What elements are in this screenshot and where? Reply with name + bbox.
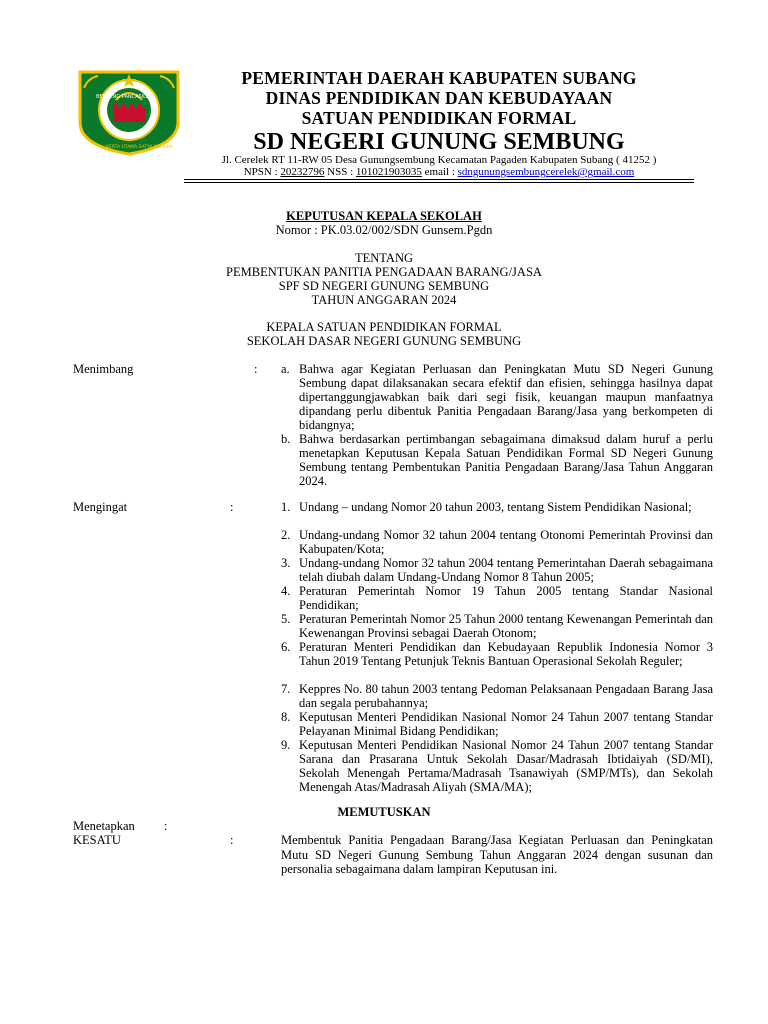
item-text: Peraturan Pemerintah Nomor 25 Tahun 2000 tentang Kewenangan Pemerintah dan Kewenangan Provinsi sebagai Daerah Otonom; bbox=[299, 612, 713, 640]
item-marker: 1. bbox=[281, 500, 291, 514]
mengingat-item-6 bbox=[281, 640, 713, 668]
mengingat-item-2 bbox=[281, 528, 713, 556]
tentang-heading: TENTANG bbox=[354, 251, 413, 265]
authority-line-1: KEPALA SATUAN PENDIDIKAN FORMAL bbox=[266, 320, 502, 334]
mengingat-item-1 bbox=[281, 500, 713, 514]
subject-line-3: TAHUN ANGGARAN 2024 bbox=[311, 293, 457, 307]
item-marker: 2. bbox=[281, 528, 291, 542]
decree-number: Nomor : PK.03.02/002/SDN Gunsem.Pgdn bbox=[275, 223, 493, 237]
letterhead-address-block bbox=[186, 154, 692, 178]
item-marker: 6. bbox=[281, 640, 291, 654]
kesatu-label: KESATU bbox=[73, 833, 121, 847]
menetapkan-colon: : bbox=[164, 819, 168, 833]
nss-label: NSS : bbox=[324, 166, 356, 178]
item-text: Keputusan Menteri Pendidikan Nasional Nomor 24 Tahun 2007 tentang Standar Sarana dan Prasarana Untuk Sekolah Dasar/Madrasah Ibtidaiyah (SD/MI), Sekolah Menengah Pertama/Madrasah Tsanawiyah (SMP/MTs), dan Sekolah Menengah Atas/Madrasah Aliyah (SMA/MA); bbox=[299, 738, 713, 794]
address-line: Jl. Cerelek RT 11-RW 05 Desa Gunungsembung Kecamatan Pagaden Kabupaten Subang ( 41252 ) bbox=[221, 154, 657, 166]
contact-line bbox=[186, 166, 692, 178]
letterhead-divider-thick bbox=[184, 179, 694, 180]
decree-title: KEPUTUSAN KEPALA SEKOLAH bbox=[286, 209, 482, 223]
letterhead-line-3: SATUAN PENDIDIKAN FORMAL bbox=[301, 108, 577, 128]
kesatu-colon: : bbox=[230, 833, 234, 847]
subject-line-1: PEMBENTUKAN PANITIA PENGADAAN BARANG/JASA bbox=[226, 265, 542, 279]
item-text: Peraturan Menteri Pendidikan dan Kebudayaan Republik Indonesia Nomor 3 Tahun 2019 Tentang Petunjuk Teknis Bantuan Operasional Sekolah Reguler; bbox=[299, 640, 713, 668]
email-link[interactable]: sdngunungsembungcerelek@gmail.com bbox=[457, 166, 635, 178]
menimbang-label: Menimbang bbox=[73, 362, 134, 376]
npsn-value: 20232796 bbox=[280, 166, 325, 178]
menimbang-colon: : bbox=[254, 362, 258, 376]
school-emblem-logo bbox=[76, 68, 182, 156]
item-text: Undang – undang Nomor 20 tahun 2003, tentang Sistem Pendidikan Nasional; bbox=[299, 500, 692, 514]
item-marker: b. bbox=[281, 432, 291, 446]
email-label: email : bbox=[421, 166, 458, 178]
authority-line-2: SEKOLAH DASAR NEGERI GUNUNG SEMBUNG bbox=[246, 334, 522, 348]
item-text: Bahwa agar Kegiatan Perluasan dan Peningkatan Mutu SD Negeri Gunung Sembung dapat dilaksanakan secara efektif dan efisien, sehingga hasilnya dapat dipertanggungjawabkan baik dari segi fisik, keuangan maupun manfaatnya dipandang perlu dibentuk Panitia Pengadaan Barang/Jasa yang berkompeten di bidangnya; bbox=[299, 362, 713, 432]
npsn-label: NPSN : bbox=[243, 166, 281, 178]
letterhead-line-1: PEMERINTAH DAERAH KABUPATEN SUBANG bbox=[241, 68, 637, 88]
mengingat-colon: : bbox=[230, 500, 234, 514]
emblem-motto-text: KERTA UTAMA SATYA NEGARA bbox=[106, 145, 173, 150]
subject-line-2: SPF SD NEGERI GUNUNG SEMBUNG bbox=[278, 279, 490, 293]
letterhead bbox=[186, 68, 692, 156]
letterhead-divider-thin bbox=[184, 182, 694, 183]
item-text: Bahwa berdasarkan pertimbangan sebagaimana dimaksud dalam huruf a perlu menetapkan Keputusan Kepala Satuan Pendidikan Formal SD Negeri Gunung Sembung tentang Pembentukan Panitia Pengadaan Barang/Jasa Tahun Anggaran 2024. bbox=[299, 432, 713, 488]
item-text: Undang-undang Nomor 32 tahun 2004 tentang Pemerintahan Daerah sebagaimana telah diubah dalam Undang-Undang Nomor 8 Tahun 2005; bbox=[299, 556, 713, 584]
letterhead-line-2: DINAS PENDIDIKAN DAN KEBUDAYAAN bbox=[265, 88, 613, 108]
item-marker: 8. bbox=[281, 710, 291, 724]
item-marker: a. bbox=[281, 362, 290, 376]
item-marker: 7. bbox=[281, 682, 291, 696]
mengingat-item-4 bbox=[281, 584, 713, 612]
kesatu-text: Membentuk Panitia Pengadaan Barang/Jasa Kegiatan Perluasan dan Peningkatan Mutu SD Negeri Gunung Sembung Tahun Anggaran 2024 dengan susunan dan personalia sebagaimana dalam lampiran Keputusan ini. bbox=[281, 833, 713, 876]
menimbang-item-b bbox=[281, 432, 713, 488]
item-marker: 3. bbox=[281, 556, 291, 570]
school-name: SD NEGERI GUNUNG SEMBUNG bbox=[253, 129, 625, 155]
mengingat-item-7 bbox=[281, 682, 713, 710]
item-marker: 5. bbox=[281, 612, 291, 626]
mengingat-item-9 bbox=[281, 738, 713, 794]
menetapkan-label: Menetapkan bbox=[73, 819, 135, 833]
item-text: Keppres No. 80 tahun 2003 tentang Pedoman Pelaksanaan Pengadaan Barang Jasa dan segala perubahannya; bbox=[299, 682, 713, 710]
nss-value: 101021903035 bbox=[355, 166, 422, 178]
mengingat-label: Mengingat bbox=[73, 500, 128, 514]
menimbang-item-a bbox=[281, 362, 713, 432]
mengingat-item-5 bbox=[281, 612, 713, 640]
item-marker: 9. bbox=[281, 738, 291, 752]
item-text: Peraturan Pemerintah Nomor 19 Tahun 2005 tentang Standar Nasional Pendidikan; bbox=[299, 584, 713, 612]
emblem-top-left-text: BENTENG PANCASILA bbox=[96, 94, 150, 100]
mengingat-item-3 bbox=[281, 556, 713, 584]
item-text: Undang-undang Nomor 32 tahun 2004 tentang Otonomi Pemerintah Provinsi dan Kabupaten/Kota; bbox=[299, 528, 713, 556]
mengingat-item-8 bbox=[281, 710, 713, 738]
memutuskan-heading: MEMUTUSKAN bbox=[337, 805, 431, 819]
item-text: Keputusan Menteri Pendidikan Nasional Nomor 24 Tahun 2007 tentang Standar Pelayanan Minimal Bidang Pendidikan; bbox=[299, 710, 713, 738]
item-marker: 4. bbox=[281, 584, 291, 598]
